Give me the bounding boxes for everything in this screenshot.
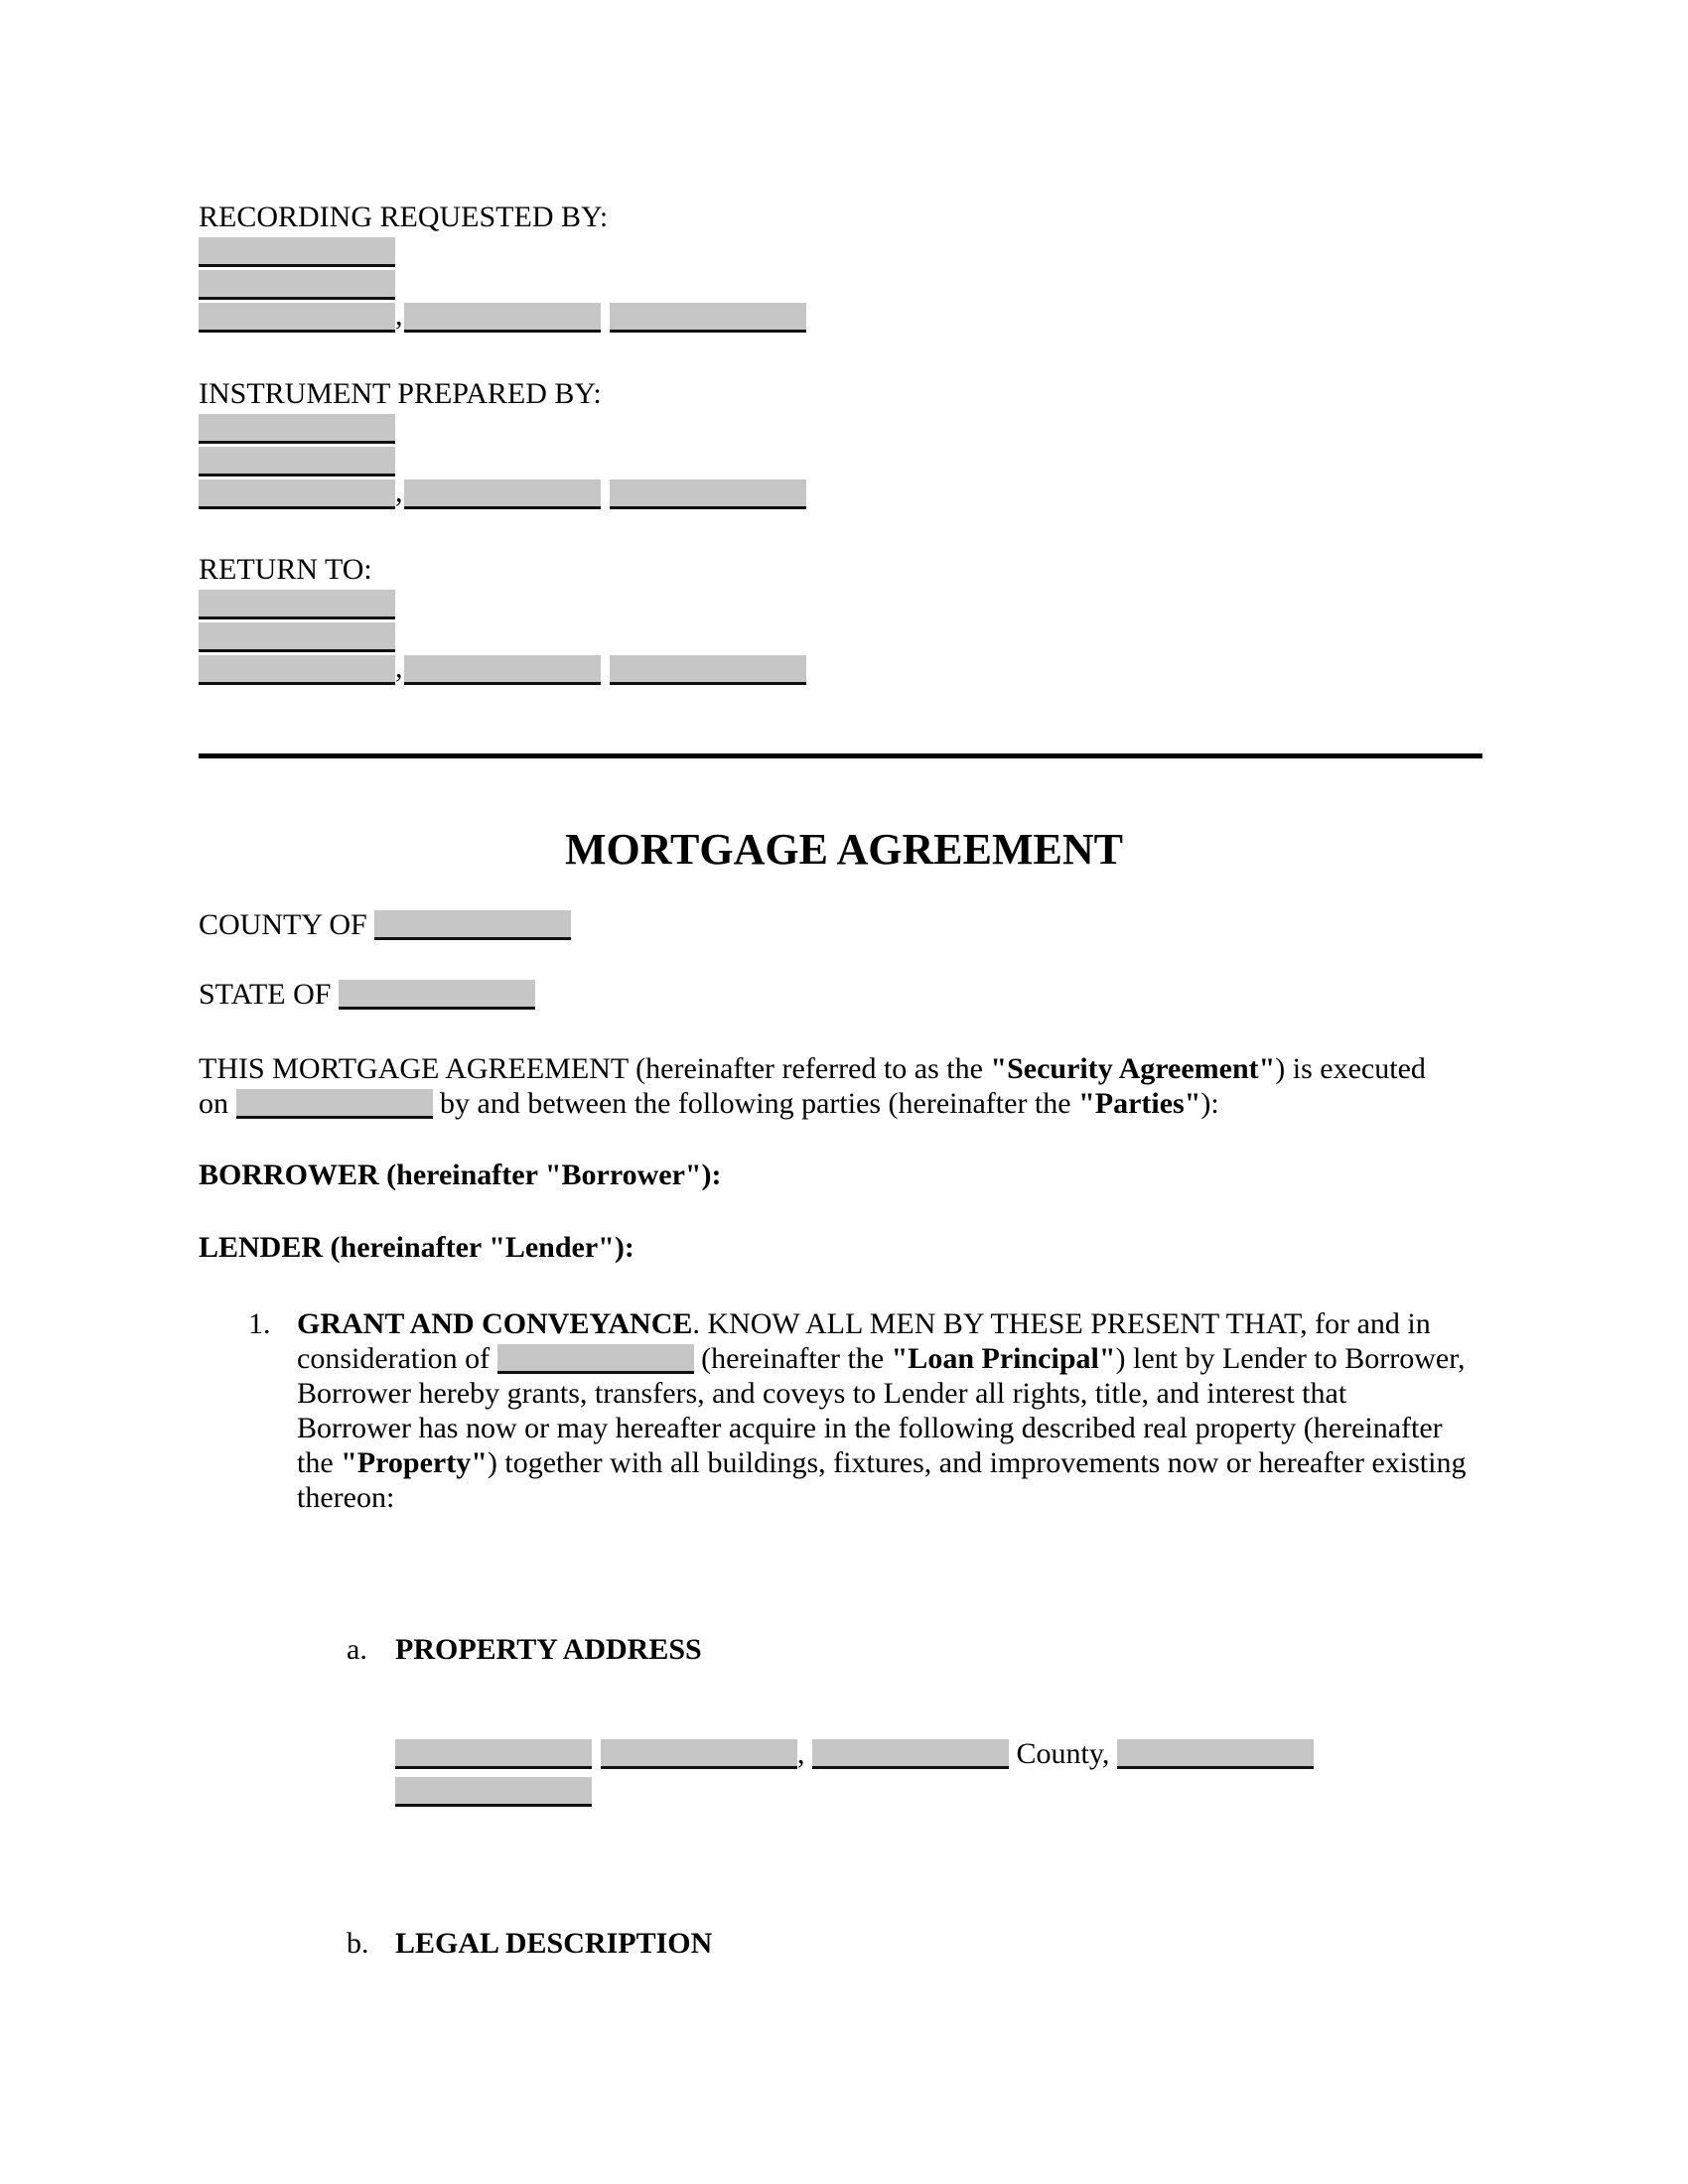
return-to-fields — [199, 587, 806, 685]
section-text: Borrower hereby grants, transfers, and coveys to Lender all rights, title, and interest that — [297, 1377, 1347, 1410]
county-label: COUNTY OF — [199, 908, 367, 941]
recording-requested-label: RECORDING REQUESTED BY: — [199, 201, 609, 233]
section-text: . KNOW ALL MEN BY THESE PRESENT THAT, for and in — [692, 1307, 1431, 1340]
section-text: consideration of — [297, 1342, 491, 1375]
property-address-heading: PROPERTY ADDRESS — [395, 1633, 702, 1666]
recording-requested-fields — [199, 234, 806, 333]
county-field[interactable] — [374, 910, 571, 940]
section-grant-and-conveyance — [248, 1306, 1489, 1515]
instrument-prepared-fields — [199, 411, 806, 509]
execution-date-field[interactable] — [236, 1089, 433, 1119]
recording-zip-field[interactable] — [610, 303, 806, 333]
section-text: ) together with all buildings, fixtures, and improvements now or hereafter existing — [487, 1446, 1467, 1479]
section-text: the — [297, 1446, 342, 1479]
security-agreement-term: "Security Agreement" — [990, 1052, 1276, 1085]
property-term: "Property" — [341, 1446, 488, 1479]
subsection-a-letter: a. — [347, 1633, 367, 1666]
section-heading: GRANT AND CONVEYANCE — [297, 1307, 693, 1340]
prepared-name-field[interactable] — [199, 414, 395, 444]
property-address-line-2 — [395, 1777, 592, 1807]
return-city-field[interactable] — [199, 655, 395, 685]
section-text: ) lent by Lender to Borrower, — [1115, 1342, 1466, 1375]
intro-text: ) is executed — [1275, 1052, 1426, 1085]
intro-text: on — [199, 1087, 228, 1120]
legal-description-heading: LEGAL DESCRIPTION — [395, 1927, 713, 1960]
parties-term: "Parties" — [1078, 1087, 1201, 1120]
recording-city-field[interactable] — [199, 303, 395, 333]
comma: , — [395, 651, 403, 684]
section-text: (hereinafter the — [693, 1342, 892, 1375]
horizontal-divider — [199, 753, 1482, 758]
return-to-label: RETURN TO: — [199, 553, 372, 586]
return-zip-field[interactable] — [610, 655, 806, 685]
prepared-zip-field[interactable] — [610, 479, 806, 509]
return-name-field[interactable] — [199, 590, 395, 619]
prepared-address-field[interactable] — [199, 447, 395, 477]
section-text: thereon: — [297, 1481, 395, 1514]
property-state-field[interactable] — [1117, 1739, 1314, 1769]
document-title: MORTGAGE AGREEMENT — [565, 825, 1123, 874]
comma: , — [395, 476, 403, 508]
lender-heading: LENDER (hereinafter "Lender"): — [199, 1231, 634, 1264]
state-label: STATE OF — [199, 978, 332, 1011]
prepared-state-field[interactable] — [404, 479, 601, 509]
street-name-field[interactable] — [601, 1739, 797, 1769]
property-address-line — [395, 1739, 1314, 1769]
zip-field[interactable] — [395, 1777, 592, 1807]
intro-paragraph — [199, 1051, 1489, 1121]
subsection-b-letter: b. — [347, 1927, 369, 1960]
state-field[interactable] — [339, 980, 535, 1010]
street-number-field[interactable] — [395, 1739, 592, 1769]
recording-state-field[interactable] — [404, 303, 601, 333]
return-state-field[interactable] — [404, 655, 601, 685]
intro-text: THIS MORTGAGE AGREEMENT (hereinafter referred to as the — [199, 1052, 991, 1085]
loan-principal-term: "Loan Principal" — [891, 1342, 1116, 1375]
borrower-heading: BORROWER (hereinafter "Borrower"): — [199, 1159, 722, 1191]
instrument-prepared-label: INSTRUMENT PREPARED BY: — [199, 377, 602, 410]
section-text: Borrower has now or may hereafter acquire in the following described real property (hereinafter — [297, 1412, 1443, 1444]
city-field[interactable] — [812, 1739, 1009, 1769]
prepared-city-field[interactable] — [199, 479, 395, 509]
recording-address-field[interactable] — [199, 270, 395, 300]
section-number: 1. — [248, 1307, 271, 1340]
county-text: County, — [1016, 1737, 1110, 1770]
recording-name-field[interactable] — [199, 237, 395, 267]
county-line — [199, 910, 571, 940]
intro-text: ): — [1200, 1087, 1219, 1120]
state-line — [199, 980, 535, 1010]
comma: , — [797, 1737, 805, 1770]
return-address-field[interactable] — [199, 622, 395, 652]
loan-principal-field[interactable] — [497, 1344, 694, 1374]
intro-text: by and between the following parties (hereinafter the — [432, 1087, 1079, 1120]
comma: , — [395, 299, 403, 332]
